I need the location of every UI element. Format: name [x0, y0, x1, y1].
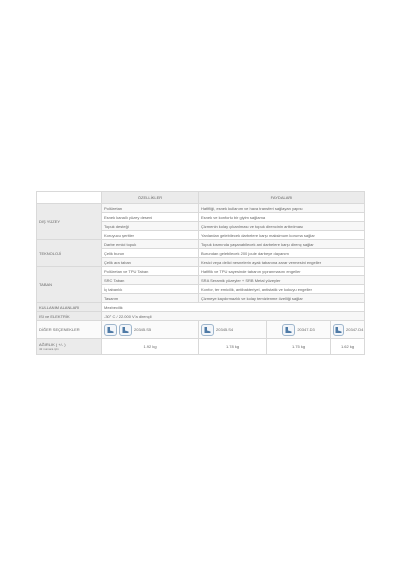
option-cell	[331, 321, 365, 339]
option-cell	[267, 321, 331, 339]
option-cell	[102, 321, 199, 339]
benefit-cell: Çizmeye kaydırmazlık ve kolay temizlenme özelliği sağlar	[199, 294, 365, 303]
weight-value: 1.92 kg	[102, 339, 199, 355]
feature-cell: Çelik ara taban	[102, 258, 199, 267]
boot-icon	[282, 324, 295, 336]
boot-icon	[333, 324, 344, 336]
options-row	[37, 321, 365, 339]
usage-row	[37, 303, 365, 312]
usage-label: KULLANIM ALANLARI	[37, 303, 102, 312]
benefit-cell: SRA Seramik yüzeyler + SRB Metal yüzeyler	[199, 276, 365, 285]
features-header: ÖZELLİKLER	[102, 192, 199, 204]
category-dis-yuzey: DIŞ YÜZEY	[37, 204, 102, 240]
benefit-cell: Esnek ve konforlu bir giyim sağlama	[199, 213, 365, 222]
feature-cell: SRC Taban	[102, 276, 199, 285]
option-code: 20347.D4	[346, 327, 364, 332]
boot-icon	[201, 324, 214, 336]
option-cell	[199, 321, 267, 339]
benefit-cell: Burundan gelebilecek 200 joule darbeye dayanım	[199, 249, 365, 258]
feature-cell: Darbe emici topuk	[102, 240, 199, 249]
usage-value: Mezbecilik	[102, 303, 365, 312]
category-teknoloji: TEKNOLOJİ	[37, 240, 102, 267]
benefit-cell: Konfor, ter emicilik, antibakteriyel, antistatik ve kokuyu engeller	[199, 285, 365, 294]
feature-cell: Topuk desteği	[102, 222, 199, 231]
option-code: 20347.D3	[297, 327, 315, 332]
feature-cell: Koruyucu şeritler	[102, 231, 199, 240]
table-header	[37, 192, 365, 204]
boot-icon	[104, 324, 117, 336]
weight-note: 42 numara için	[39, 346, 59, 351]
weight-row	[37, 339, 365, 355]
benefit-cell: Çizmenin kolay çıkarılması ve topuk direncinin arttırılması	[199, 222, 365, 231]
climate-value: -30° C / 22.000 V'a dirençli	[102, 312, 365, 321]
option-code: 20345.S4	[216, 327, 234, 332]
spec-table	[36, 191, 365, 355]
weight-value: 1.62 kg	[331, 339, 365, 355]
weight-label: AĞIRLIK ( +/- )	[39, 341, 66, 347]
feature-cell: Tasarım	[102, 294, 199, 303]
feature-cell: Poliüretan ve TPU Taban	[102, 267, 199, 276]
table-row	[37, 267, 365, 276]
feature-cell: Çelik burun	[102, 249, 199, 258]
feature-cell: Poliüretan	[102, 204, 199, 213]
benefit-cell: Yanlardan gelebilecek darbelere karşı maksimum koruma sağlar	[199, 231, 365, 240]
benefit-cell: Topuk kısmında yaşanabilecek ani darbelere karşı direnç sağlar	[199, 240, 365, 249]
boot-icon	[119, 324, 132, 336]
weight-value: 1.78 kg	[199, 339, 267, 355]
weight-value: 1.75 kg	[267, 339, 331, 355]
spec-sheet	[36, 191, 364, 355]
options-label: DİĞER SEÇENEKLER	[37, 321, 102, 339]
benefit-cell: Hafifliği, esnek kullanım ve hava transferi sağlayan yapısı	[199, 204, 365, 213]
benefits-header: FAYDALARI	[199, 192, 365, 204]
weight-label-cell	[37, 339, 102, 355]
option-code: 20345.S5	[134, 327, 152, 332]
feature-cell: Esnek kanallı yüzey deseni	[102, 213, 199, 222]
benefit-cell: Kesici veya delici nesnelerin ayak tabanına zarar vermesini engeller	[199, 258, 365, 267]
climate-row	[37, 312, 365, 321]
benefit-cell: Hafiflik ve TPU sayesinde tabanın yıpranmasını engeller	[199, 267, 365, 276]
climate-label: ISI ve ELEKTRİK	[37, 312, 102, 321]
feature-cell: İç tabanlık	[102, 285, 199, 294]
table-row	[37, 204, 365, 213]
table-row	[37, 240, 365, 249]
category-taban: TABAN	[37, 267, 102, 303]
